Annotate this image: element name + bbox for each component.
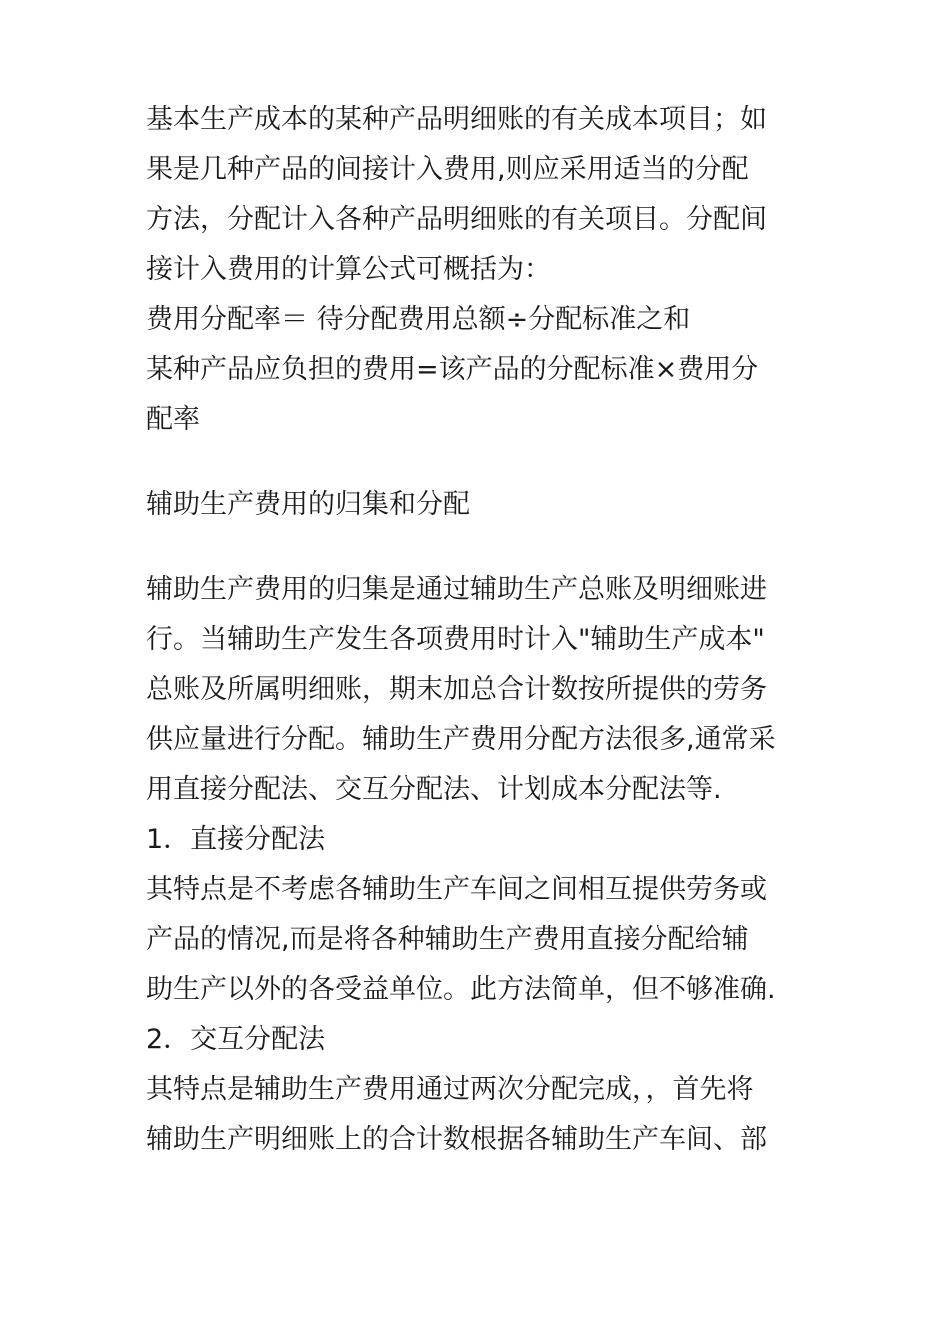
text-line: 辅助生产费用的归集是通过辅助生产总账及明细账进 xyxy=(146,574,767,605)
subheading-reciprocal-allocation: 2．交互分配法 xyxy=(146,1024,326,1055)
paragraph-auxiliary-production xyxy=(146,565,816,1165)
text-line: 供应量进行分配。辅助生产费用分配方法很多,通常采 xyxy=(146,724,776,755)
text-line: 产品的情况,而是将各种辅助生产费用直接分配给辅 xyxy=(146,924,749,955)
text-line: 总账及所属明细账，期末加总合计数按所提供的劳务 xyxy=(146,674,767,705)
subheading-direct-allocation: 1．直接分配法 xyxy=(146,824,326,855)
heading-line: 辅助生产费用的归集和分配 xyxy=(146,489,470,520)
text-line: 接计入费用的计算公式可概括为： xyxy=(146,254,551,285)
formula-line: 某种产品应负担的费用=该产品的分配标准×费用分 xyxy=(146,354,759,385)
section-heading xyxy=(146,480,816,530)
paragraph-allocation-formula xyxy=(146,95,816,445)
text-line: 基本生产成本的某种产品明细账的有关成本项目；如 xyxy=(146,104,767,135)
text-line: 果是几种产品的间接计入费用,则应采用适当的分配 xyxy=(146,154,749,185)
text-line: 其特点是不考虑各辅助生产车间之间相互提供劳务或 xyxy=(146,874,767,905)
formula-line: 费用分配率＝ 待分配费用总额÷分配标准之和 xyxy=(146,304,691,335)
text-line: 辅助生产明细账上的合计数根据各辅助生产车间、部 xyxy=(146,1124,767,1155)
text-line: 方法，分配计入各种产品明细账的有关项目。分配间 xyxy=(146,204,767,235)
text-line: 配率 xyxy=(146,404,200,435)
text-line: 助生产以外的各受益单位。此方法简单，但不够准确. xyxy=(146,974,776,1005)
text-line: 行。当辅助生产发生各项费用时计入"辅助生产成本" xyxy=(146,624,765,655)
text-line: 其特点是辅助生产费用通过两次分配完成，，首先将 xyxy=(146,1074,754,1105)
text-line: 用直接分配法、交互分配法、计划成本分配法等. xyxy=(146,774,722,805)
